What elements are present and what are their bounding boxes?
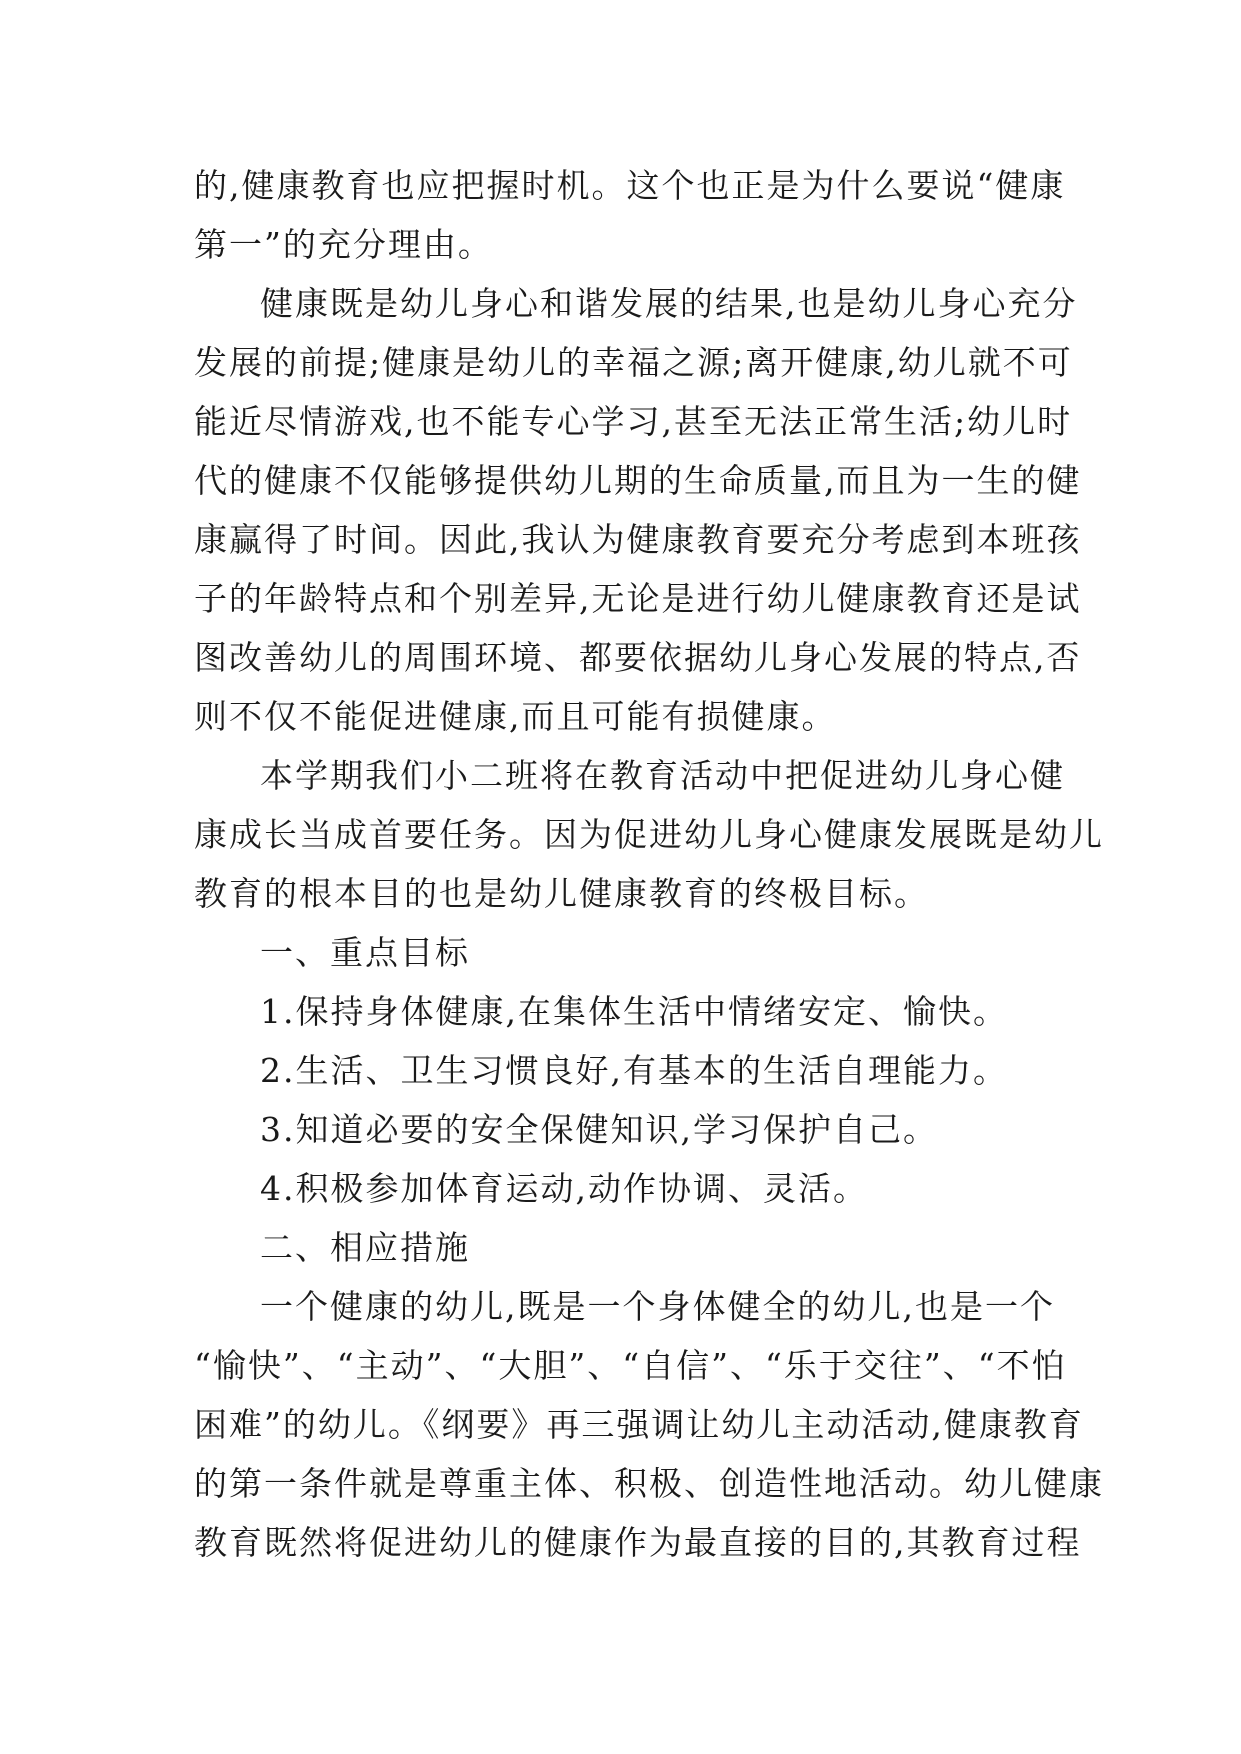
paragraph-first-line: 健康既是幼儿身心和谐发展的结果,也是幼儿身心充分 bbox=[260, 284, 1078, 323]
text-line: 困难”的幼儿。《纲要》再三强调让幼儿主动活动,健康教育 bbox=[194, 1405, 1084, 1444]
text-line: 子的年龄特点和个别差异,无论是进行幼儿健康教育还是试 bbox=[194, 579, 1082, 618]
list-item: 2.生活、卫生习惯良好,有基本的生活自理能力。 bbox=[260, 1051, 1008, 1090]
text-line: 康赢得了时间。因此,我认为健康教育要充分考虑到本班孩 bbox=[194, 520, 1082, 559]
text-line: 发展的前提;健康是幼儿的幸福之源;离开健康,幼儿就不可 bbox=[194, 343, 1073, 382]
section-heading: 二、相应措施 bbox=[260, 1228, 470, 1267]
body-text bbox=[194, 156, 1104, 1572]
text-line: 的第一条件就是尊重主体、积极、创造性地活动。幼儿健康 bbox=[194, 1464, 1104, 1503]
text-line: 的,健康教育也应把握时机。这个也正是为什么要说“健康 bbox=[194, 166, 1066, 205]
text-line: 康成长当成首要任务。因为促进幼儿身心健康发展既是幼儿 bbox=[194, 815, 1104, 854]
list-item: 3.知道必要的安全保健知识,学习保护自己。 bbox=[260, 1110, 938, 1149]
text-line: 则不仅不能促进健康,而且可能有损健康。 bbox=[194, 697, 837, 736]
text-line: 教育既然将促进幼儿的健康作为最直接的目的,其教育过程 bbox=[194, 1523, 1082, 1562]
section-heading: 一、重点目标 bbox=[260, 933, 470, 972]
text-line: 教育的根本目的也是幼儿健康教育的终极目标。 bbox=[194, 874, 929, 913]
text-line: 第一”的充分理由。 bbox=[194, 225, 493, 264]
paragraph-first-line: 一个健康的幼儿,既是一个身体健全的幼儿,也是一个 bbox=[260, 1287, 1055, 1326]
text-line: 代的健康不仅能够提供幼儿期的生命质量,而且为一生的健 bbox=[194, 461, 1082, 500]
text-line: “愉快”、“主动”、“大胆”、“自信”、“乐于交往”、“不怕 bbox=[194, 1346, 1067, 1385]
text-line: 能近尽情游戏,也不能专心学习,甚至无法正常生活;幼儿时 bbox=[194, 402, 1073, 441]
paragraph-first-line: 本学期我们小二班将在教育活动中把促进幼儿身心健 bbox=[260, 756, 1065, 795]
list-item: 4.积极参加体育运动,动作协调、灵活。 bbox=[260, 1169, 868, 1208]
list-item: 1.保持身体健康,在集体生活中情绪安定、愉快。 bbox=[260, 992, 1008, 1031]
text-line: 图改善幼儿的周围环境、都要依据幼儿身心发展的特点,否 bbox=[194, 638, 1082, 677]
